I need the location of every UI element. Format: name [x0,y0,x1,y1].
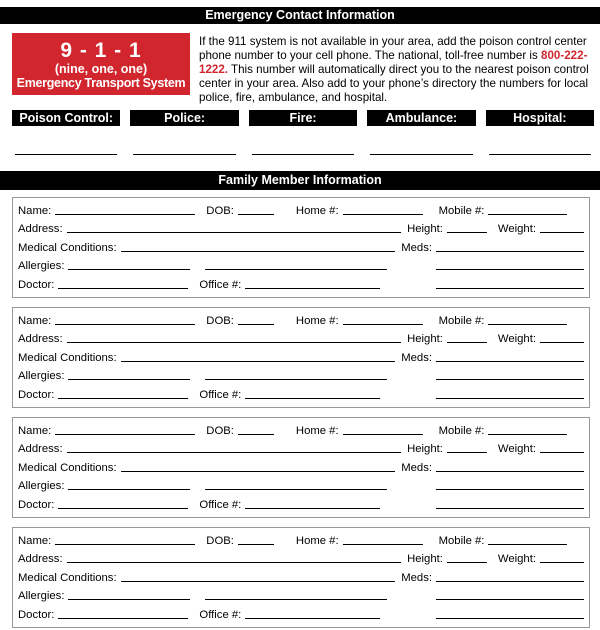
member-row-address [18,549,584,568]
office-number-input-line[interactable] [245,398,380,399]
medical-conditions-input-line[interactable] [121,581,396,582]
call-911-box [12,33,190,95]
name-input-line[interactable] [55,214,195,215]
home-number-input-line[interactable] [343,324,423,325]
name-label: Name: [18,424,52,437]
meds-label: Meds: [401,351,432,364]
office-number-input-line[interactable] [245,288,380,289]
meds-extra-input-line-2[interactable] [436,398,584,399]
member-row-address [18,439,584,458]
doctor-label: Doctor: [18,388,55,401]
medical-conditions-label: Medical Conditions: [18,241,117,254]
meds-label: Meds: [401,241,432,254]
top-info-row [12,33,592,102]
family-member-card [12,307,590,408]
address-input-line[interactable] [67,342,402,343]
dob-label: DOB: [206,314,234,327]
meds-input-line[interactable] [436,471,584,472]
meds-extra-input-line[interactable] [436,599,584,600]
office-number-label: Office #: [199,278,242,291]
weight-input-line[interactable] [540,232,584,233]
weight-input-line[interactable] [540,342,584,343]
allergies-input-line[interactable] [68,269,190,270]
instructions-text-before: If the 911 system is not available in your area, add the poison control center phone number to your cell phone. The national, toll-free number is [199,35,587,62]
member-row-address [18,329,584,348]
height-label: Height: [407,223,443,236]
dob-label: DOB: [206,534,234,547]
member-row-medical [18,457,584,476]
call-911-words: (nine, one, one) [54,62,148,76]
office-number-input-line[interactable] [245,508,380,509]
allergies-input-line[interactable] [68,599,190,600]
doctor-label: Doctor: [18,498,55,511]
office-number-input-line[interactable] [245,618,380,619]
height-label: Height: [407,333,443,346]
dob-input-line[interactable] [238,324,274,325]
family-section-title: Family Member Information [218,173,382,187]
member-row-doctor [18,274,584,293]
contact-police-input-line[interactable] [133,154,235,155]
home-number-label: Home #: [295,314,339,327]
office-number-label: Office #: [199,498,242,511]
mobile-number-input-line[interactable] [488,214,567,215]
doctor-input-line[interactable] [58,288,188,289]
allergies-extra-input-line[interactable] [205,379,387,380]
meds-input-line[interactable] [436,581,584,582]
doctor-input-line[interactable] [58,618,188,619]
medical-conditions-input-line[interactable] [121,251,396,252]
member-row-doctor [18,494,584,513]
emergency-contacts-blank-row [12,154,594,155]
dob-label: DOB: [206,204,234,217]
poison-control-instructions [199,35,592,102]
member-row-medical [18,347,584,366]
contact-poison-control-input-line[interactable] [15,154,117,155]
medical-conditions-input-line[interactable] [121,471,396,472]
member-row-identity [18,420,584,439]
member-row-address [18,219,584,238]
doctor-input-line[interactable] [58,508,188,509]
mobile-number-input-line[interactable] [488,434,567,435]
mobile-number-label: Mobile #: [438,314,485,327]
contact-hospital-input-line[interactable] [489,154,591,155]
member-row-doctor [18,384,584,403]
contact-label-police: Police: [130,110,238,126]
address-input-line[interactable] [67,562,402,563]
weight-label: Weight: [497,333,536,346]
home-number-input-line[interactable] [343,214,423,215]
emergency-section-header [0,7,600,24]
member-row-medical [18,237,584,256]
contact-label-poison-control: Poison Control: [12,110,120,126]
allergies-extra-input-line[interactable] [205,269,387,270]
dob-input-line[interactable] [238,544,274,545]
name-input-line[interactable] [55,434,195,435]
member-row-allergies [18,256,584,275]
home-number-label: Home #: [295,424,339,437]
call-911-number: 9 - 1 - 1 [60,39,142,62]
meds-input-line[interactable] [436,361,584,362]
weight-input-line[interactable] [540,562,584,563]
height-label: Height: [407,443,443,456]
mobile-number-label: Mobile #: [438,534,485,547]
member-row-allergies [18,586,584,605]
meds-extra-input-line-2[interactable] [436,618,584,619]
address-label: Address: [18,333,63,346]
contact-label-ambulance: Ambulance: [367,110,475,126]
doctor-input-line[interactable] [58,398,188,399]
allergies-input-line[interactable] [68,379,190,380]
name-input-line[interactable] [55,544,195,545]
dob-input-line[interactable] [238,214,274,215]
meds-extra-input-line[interactable] [436,269,584,270]
height-input-line[interactable] [447,232,487,233]
family-member-list [12,197,590,628]
member-row-allergies [18,476,584,495]
allergies-label: Allergies: [18,370,65,383]
member-row-doctor [18,604,584,623]
dob-label: DOB: [206,424,234,437]
poison-control-phone-number: 800-222-1222. [199,48,588,76]
emergency-section-title: Emergency Contact Information [205,8,395,22]
office-number-label: Office #: [199,608,242,621]
contact-label-fire: Fire: [249,110,357,126]
home-number-input-line[interactable] [343,434,423,435]
meds-input-line[interactable] [436,251,584,252]
mobile-number-input-line[interactable] [488,544,567,545]
member-row-identity [18,530,584,549]
family-member-card [12,197,590,298]
medical-conditions-label: Medical Conditions: [18,571,117,584]
allergies-extra-input-line[interactable] [205,599,387,600]
family-section-header [0,171,600,190]
contact-fire-input-line[interactable] [252,154,354,155]
medical-conditions-label: Medical Conditions: [18,351,117,364]
emergency-contact-form [0,7,600,628]
name-input-line[interactable] [55,324,195,325]
allergies-label: Allergies: [18,260,65,273]
home-number-label: Home #: [295,534,339,547]
contact-label-hospital: Hospital: [486,110,594,126]
allergies-extra-input-line[interactable] [205,489,387,490]
medical-conditions-input-line[interactable] [121,361,396,362]
instructions-text-after: This number will automatically direct you to the nearest poison control center in your area. Also add to your phone’s directory the numbers for local police, fire, ambulance, and hospital. [199,62,589,104]
meds-label: Meds: [401,461,432,474]
mobile-number-label: Mobile #: [438,204,485,217]
height-label: Height: [407,553,443,566]
member-row-medical [18,567,584,586]
allergies-label: Allergies: [18,590,65,603]
name-label: Name: [18,204,52,217]
meds-extra-input-line[interactable] [436,489,584,490]
address-label: Address: [18,553,63,566]
weight-label: Weight: [497,553,536,566]
address-input-line[interactable] [67,452,402,453]
meds-extra-input-line[interactable] [436,379,584,380]
meds-extra-input-line-2[interactable] [436,288,584,289]
mobile-number-input-line[interactable] [488,324,567,325]
call-911-subtitle: Emergency Transport System [16,76,186,90]
meds-extra-input-line-2[interactable] [436,508,584,509]
member-row-allergies [18,366,584,385]
allergies-input-line[interactable] [68,489,190,490]
address-input-line[interactable] [67,232,402,233]
height-input-line[interactable] [447,562,487,563]
allergies-label: Allergies: [18,480,65,493]
doctor-label: Doctor: [18,608,55,621]
home-number-label: Home #: [295,204,339,217]
family-member-card [12,527,590,628]
dob-input-line[interactable] [238,434,274,435]
address-label: Address: [18,223,63,236]
member-row-identity [18,310,584,329]
contact-ambulance-input-line[interactable] [370,154,472,155]
height-input-line[interactable] [447,342,487,343]
emergency-contacts-label-row [12,110,594,126]
meds-label: Meds: [401,571,432,584]
mobile-number-label: Mobile #: [438,424,485,437]
name-label: Name: [18,534,52,547]
weight-input-line[interactable] [540,452,584,453]
doctor-label: Doctor: [18,278,55,291]
member-row-identity [18,200,584,219]
name-label: Name: [18,314,52,327]
office-number-label: Office #: [199,388,242,401]
family-member-card [12,417,590,518]
height-input-line[interactable] [447,452,487,453]
address-label: Address: [18,443,63,456]
weight-label: Weight: [497,223,536,236]
medical-conditions-label: Medical Conditions: [18,461,117,474]
home-number-input-line[interactable] [343,544,423,545]
weight-label: Weight: [497,443,536,456]
